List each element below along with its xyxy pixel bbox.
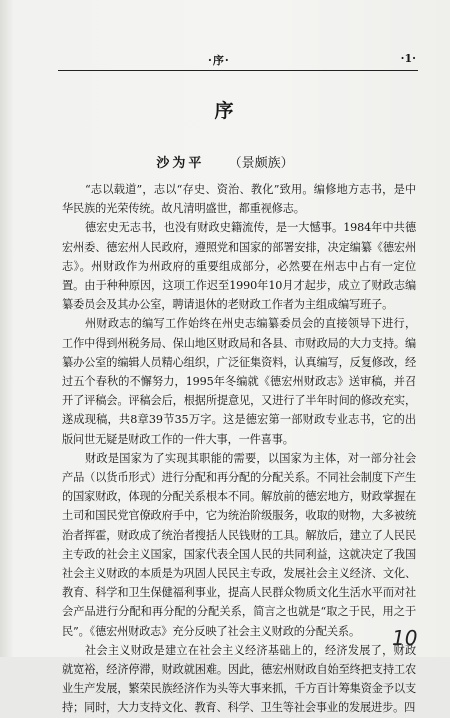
paragraph: 州财政志的编写工作始终在州史志编纂委员会的直接领导下进行，工作中得到州税务局、保山地区财政局和各县、市财政局的大力支持。编纂办公室的编辑人员精心组织，广泛征集资料，认真编写，反复修改，经过五个春秋的不懈努力，1995年冬编就《德宏州财政志》送审稿，并召开了评稿会。评稿会后，根据所提意见，又进行了半年时间的修改充实，遂成现稿，共8章39节35万字。这是德宏第一部财政专业志书，它的出版问世无疑是财政工作的一件大事，一件喜事。 xyxy=(62,317,416,446)
author-name: 沙为平 xyxy=(156,156,205,171)
body-text xyxy=(62,180,416,718)
author-ethnicity: （景颇族） xyxy=(228,156,294,171)
byline xyxy=(0,152,450,171)
paragraph: 财政是国家为了实现其职能的需要，以国家为主体，对一部分社会产品（以货币形式）进行分配和再分配的分配关系。不同社会制度下产生的国家财政，体现的分配关系根本不同。解放前的德宏地方，财政掌握在土司和国民党官僚政府手中，它为统治阶级服务，收取的财物，大多被统治者挥霍，财政成了统治者搜括人民钱财的工具。解放后，建立了人民民主专政的社会主义国家，国家代表全国人民的共同利益，这就决定了我国社会主义财政的本质是为巩固人民民主专政，发展社会主义经济、文化、教育、科学和卫生保健福利事业，提高人民群众物质文化生活水平而对社会产品进行分配和再分配的分配关系，简言之也就是“取之于民，用之于民”。《德宏州财政志》充分反映了社会主义财政的分配关系。 xyxy=(62,451,416,638)
handwritten-page-mark: 10 xyxy=(392,626,418,650)
running-head: ·序· xyxy=(208,54,230,67)
page-number: ·1· xyxy=(400,52,416,65)
paragraph: 社会主义财政是建立在社会主义经济基础上的，经济发展了，财政就宽裕，经济停滞，财政就困难。因此，德宏州财政自始至终把支持工农业生产发展，繁荣民族经济作为头等大事来抓，千方百计筹集资金予以支持；同时，大力支持文化、教育、科学、卫生等社会事业的发展进步。四 xyxy=(62,643,416,715)
section-title: 序 xyxy=(214,100,236,122)
paragraph: “志以载道”，志以“存史、资治、教化”致用。编修地方志书，是中华民族的光荣传统。故凡清明盛世，都重视修志。 xyxy=(62,183,416,216)
page-header xyxy=(58,52,418,71)
paragraph: 德宏史无志书，也没有财政史籍流传，是一大憾事。1984年中共德宏州委、德宏州人民政府，遵照党和国家的部署安排，决定编纂《德宏州志》。州财政作为州政府的重要组成部分，必然要在州志中占有一定位置。由于种种原因，这项工作迟至1990年10月才起步，成立了财政志编纂委员会及其办公室，聘请退休的老财政工作者为主组成编写班子。 xyxy=(62,221,416,312)
